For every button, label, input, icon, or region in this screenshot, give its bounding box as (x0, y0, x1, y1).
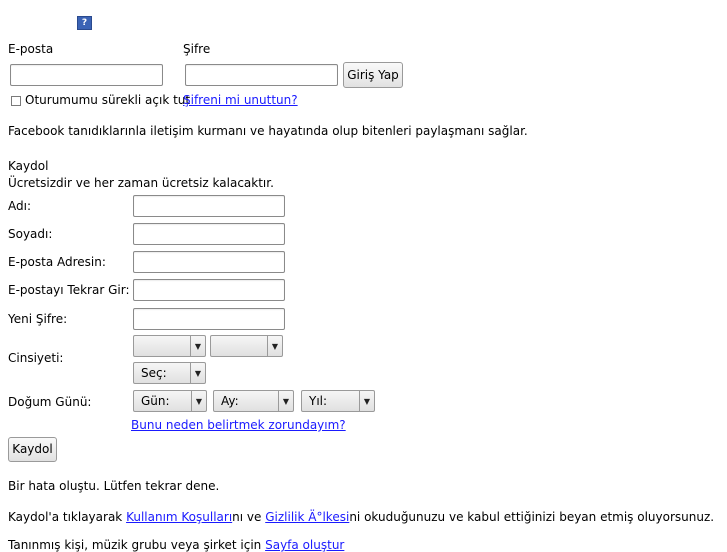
gender-label: Cinsiyeti: (8, 351, 64, 365)
first-name-label: Adı: (8, 199, 31, 213)
new-password-input[interactable] (133, 308, 285, 330)
terms-prefix: Kaydol'a tıklayarak (8, 510, 127, 524)
chevron-down-icon: ▼ (278, 391, 293, 411)
login-email-label: E-posta (8, 42, 54, 56)
email-confirm-label: E-postayı Tekrar Gir: (8, 283, 130, 297)
help-icon[interactable]: ? (77, 16, 92, 30)
terms-middle: nı ve (232, 510, 266, 524)
create-page-prefix: Tanınmış kişi, müzik grubu veya şirket için (8, 538, 266, 552)
first-name-input[interactable] (133, 195, 285, 217)
chevron-down-icon: ▼ (267, 336, 282, 356)
create-page-text (8, 538, 344, 552)
chevron-down-icon: ▼ (190, 336, 205, 356)
email-input[interactable] (133, 251, 285, 273)
day-select[interactable] (133, 390, 207, 412)
create-page-link[interactable]: Sayfa oluştur (265, 538, 345, 552)
email-label: E-posta Adresin: (8, 255, 106, 269)
signup-subtitle: Ücretsizdir ve her zaman ücretsiz kalacaktır. (8, 176, 274, 190)
last-name-input[interactable] (133, 223, 285, 245)
terms-suffix: ni okuduğunuzu ve kabul ettiğinizi beyan etmiş oluyorsunuz. (349, 510, 715, 524)
birthday-label: Doğum Günü: (8, 395, 92, 409)
chevron-down-icon: ▼ (191, 391, 206, 411)
remember-me-checkbox[interactable] (11, 96, 21, 106)
month-select[interactable] (213, 390, 294, 412)
year-select-value: Yıl: (309, 394, 328, 408)
gender-select-value: Seç: (141, 366, 167, 380)
chevron-down-icon: ▼ (190, 363, 205, 383)
signup-button[interactable]: Kaydol (8, 437, 57, 462)
remember-me-label: Oturumumu sürekli açık tut (25, 93, 191, 107)
tagline: Facebook tanıdıklarınla iletişim kurmanı ve hayatında olup bitenleri paylaşmanı sağlar. (8, 124, 528, 138)
error-message: Bir hata oluştu. Lütfen tekrar dene. (8, 479, 220, 493)
new-password-label: Yeni Şifre: (8, 312, 68, 326)
login-button[interactable]: Giriş Yap (343, 62, 403, 88)
chevron-down-icon: ▼ (359, 391, 374, 411)
login-email-input[interactable] (10, 64, 163, 86)
email-confirm-input[interactable] (133, 279, 285, 301)
month-select-value: Ay: (221, 394, 239, 408)
day-select-value: Gün: (141, 394, 170, 408)
last-name-label: Soyadı: (8, 227, 53, 241)
gender-select-1[interactable] (133, 335, 206, 357)
login-password-label: Şifre (183, 42, 211, 56)
signup-title: Kaydol (8, 159, 49, 173)
login-password-input[interactable] (185, 64, 338, 86)
gender-select-2[interactable] (210, 335, 283, 357)
gender-select[interactable] (133, 362, 206, 384)
why-birthday-link[interactable]: Bunu neden belirtmek zorundayım? (131, 418, 346, 432)
terms-link[interactable]: Kullanım Koşulları (126, 510, 233, 524)
terms-text (8, 510, 714, 524)
privacy-link[interactable]: Gizlilik Ä°lkesi (265, 510, 350, 524)
year-select[interactable] (301, 390, 375, 412)
forgot-password-link[interactable]: Şifreni mi unuttun? (183, 93, 298, 107)
